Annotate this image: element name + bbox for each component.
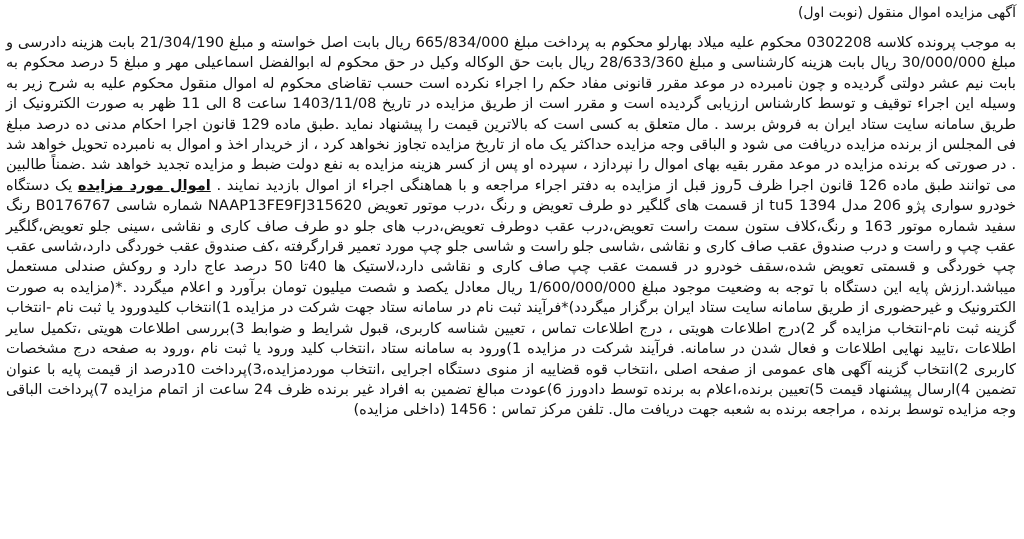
notice-title: آگهی مزایده اموال منقول (نوبت اول) — [797, 5, 1016, 21]
notice-body-part2: یک دستگاه خودرو سواری پژو 206 مدل 1394 tu5 از قسمت های گلگیر دو طرف تعویض و رنگ ،درب موتور تعویض NAAP13FE9FJ315620 شماره شاسی B0176767 رنگ سفید شماره موتور 163 و رنگ،کلاف ستون سمت راست تعویض،درب عقب دوطرف تعویض،درب های جلو دو طرف صاف کاری و نقاشی ،سینی جلو تعویض،گلگیر عقب چپ و راست و درب صندوق عقب صاف کاری و نقاشی ،شاسی جلو راست و شاسی جلو چپ مورد تعمیر قرارگرفته ،کف صندوق عقب خوردگی دارد،شاسی عقب چپ خوردگی و قسمتی تعویض شده،سقف خودرو در قسمت عقب چپ صاف کاری و نقاشی دارد،لاستیک ها 40تا 50 درصد عاج دارد و روکش صندلی مستعمل میباشد.ارزش پایه این دستگاه با توجه به وضعیت موجود مبلغ 1/600/000/000 ریال معادل یکصد و شصت میلیون تومان برآورد و اعلام میگردد .*(مزایده به صورت الکترونیک و غیرحضوری از طریق سامانه سایت ستاد ایران برگزار میگردد)*فرآیند ثبت نام در سامانه ستاد جهت شرکت در مزایده 1)انتخاب کلیدورود یا ثبت نام -انتخاب گزینه ثبت نام-انتخاب مزایده گر 2)درج اطلاعات هویتی ، درج اطلاعات تماس ، تعیین شناسه کاربری، قبول شرایط و ضوابط 3)بررسی اطلاعات هویتی ،تکمیل سایر اطلاعات ،تایید نهایی اطلاعات و فعال شدن در سامانه. فرآیند شرکت در مزایده 1)ورود به سامانه ستاد ،انتخاب کلید ورود یا ثبت نام ،ورود به صفحه درج مشخصات کاربری 2)انتخاب گزینه آگهی های عمومی از صفحه اصلی ،انتخاب قوه قضاییه از منوی دستگاه اجرایی ،انتخاب موردمزایده،3)پرداخت 10درصد از قیمت پایه با عنوان تضمین 4)ارسال پیشنهاد قیمت 5)تعیین برنده،اعلام به برنده توسط دادورز 6)عودت مبالغ تضمین به افراد غیر برنده ظرف 24 ساعت از اتمام مزایده 7)پرداخت الباقی وجه مزایده توسط برنده ، مراجعه برنده به شعبه جهت دریافت مال. تلفن مرکز تماس : 1456 (داخلی مزایده) — [6, 176, 1017, 419]
notice-body-part1: به موجب پرونده کلاسه 0302208 محکوم علیه میلاد بهارلو محکوم به پرداخت مبلغ 665/834/000 ریال بابت اصل خواسته و مبلغ 21/304/190 بابت هزینه دادرسی و مبلغ 30/000/000 ریال بابت هزینه کارشناسی و مبلغ 28/633/360 ریال بابت حق الوکاله وکیل در حق محکوم له ابوالفضل اسماعیلی مهر و مبلغ 5 درصد محکوم به بابت نیم عشر دولتی گردیده و چون نامبرده در موعد مقرر قانونی مفاد حکم را اجراء نکرده است حسب تقاضای محکوم له اموال منقول محکوم علیه به شرح زیر به وسیله این اجراء توقیف و توسط کارشناس ارزیابی گردیده است و مقرر است از طریق مزایده در تاریخ 1403/11/08 ساعت 8 الی 11 ظهر به صورت الکترونیک از طریق سامانه سایت ستاد ایران به فروش برسد . مال متعلق به کسی است که بالاترین قیمت را پیشنهاد نماید .طبق ماده 129 قانون اجرا احکام مدنی ده درصد مبلغ فی المجلس از برنده مزایده دریافت می شود و الباقی وجه مزایده حداکثر یک ماه از تاریخ مزایده تجاوز نخواهد کرد ، از خریدار اخذ و اموال به نامبرده تحویل خواهد شد . در صورتی که برنده مزایده در موعد مقرر بقیه بهای اموال را نپردازد ، سپرده او پس از کسر هزینه مزایده به نفع دولت ضبط و مزایده تجدید خواهد شد .ضمناً طالبین می توانند طبق ماده 126 قانون اجرا ظرف 5روز قبل از مزایده به دفتر اجراء مراجعه و با هماهنگی اجراء از اموال بازدید نمایند . — [6, 34, 1017, 194]
auction-notice — [6, 4, 1016, 421]
notice-body — [6, 33, 1016, 421]
auction-items-label: اموال مورد مزایده — [77, 176, 211, 194]
